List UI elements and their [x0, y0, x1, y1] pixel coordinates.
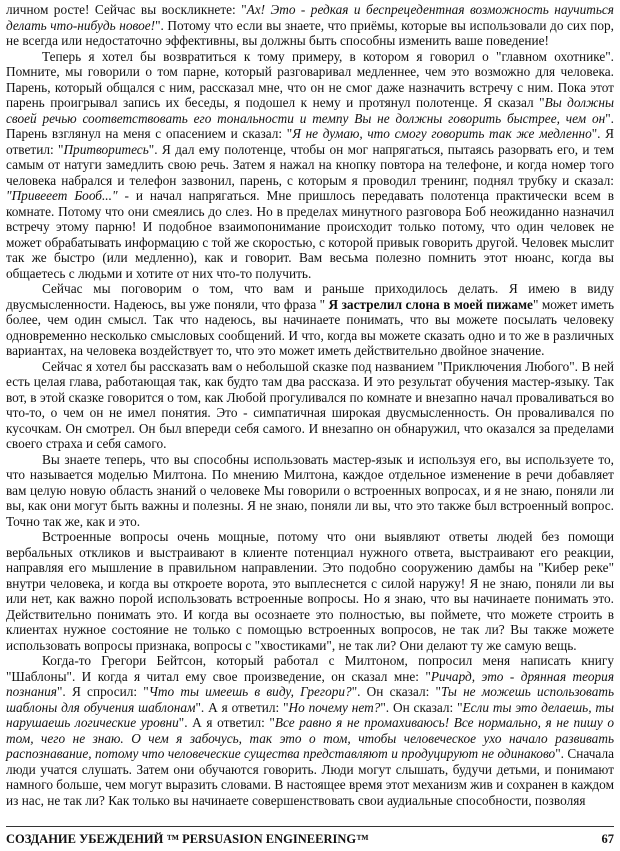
italic-text: Но почему нет? — [288, 699, 381, 715]
italic-text: Ричард, это - дрянная теория познания — [6, 668, 614, 699]
text-run: личном росте! Сейчас вы воскликнете: " — [6, 2, 247, 17]
italic-text: Все равно я не промахиваюсь! Все нормально, я не пишу о том, чего не знаю. О чем я забочусь, так это о том, чтобы человеческое ухо начало развивать распознавание, потому что человеческие существа представляют и продуцируют не одинаково — [6, 715, 614, 761]
italic-text: Я не думаю, что смогу говорить так же медленно — [292, 126, 592, 141]
text-run: ". Потому что если вы знаете, что приёмы, которые вы использовали до сих пор, не всегда или недостаточно эффективны, вы должны быть способны изменить ваше поведение! — [6, 17, 614, 48]
text-run: Вы знаете теперь, что вы способны использовать мастер-язык и используя его, вы используете то, что называется моделью Милтона. По мнению Милтона, каждое отдельное изменение в речи добавляет вам целую новую область знаний о человеке Мы говорили о встроенных вопросах, и я не знаю, поняли ли вы, как они могут быть важны и полезны. Я не знаю, поняли ли вы, что это также был встроенный вопрос. Точно так же, как и это. — [6, 451, 614, 529]
bold-text: Я застрелил слона в моей пижаме — [328, 296, 533, 312]
text-run: ". Он сказал: " — [351, 684, 441, 699]
text-run: - и начал напрягаться. Мне пришлось передавать полотенца практически всем в комнате. Потому что они смеялись до слез. Но в пределах минутного разговора Боб неожиданно назначил встречу этому парню! И подобное взаимопонимание происходит только потому, что один человек не может обрабатывать информацию с той же скоростью, с которой привык говорить другой. Человек мыслит так же быстро (или медленно), как и говорит. Вам весьма полезно помнить этот нюанс, когда вы общаетесь с людьми и хотите от них что-то получить. — [6, 188, 614, 281]
text-run: Теперь я хотел бы возвратиться к тому примеру, в котором я говорил о "главном охотнике". Помните, мы говорили о том парне, который разговаривал медленнее, чем это возможно для человека. Парень, который общался с ним, рассказал мне, что он не смог даже назначить встречу с ним. Пока этот парень проигрывал запись их беседы, я подошел к нему и протянул полотенце. Я сказал " — [6, 48, 614, 110]
italic-text: Что ты имеешь в виду, Грегори? — [148, 684, 352, 699]
text-run: Сейчас я хотел бы рассказать вам о небольшой сказке под названием "Приключения Любого". В ней есть целая глава, работающая так, как будто там два рассказа. И это результат обучения мастер-языку. Так вот, в этой сказке говорится о том, как Любой прогуливался по комнате и внезапно начал проваливаться во что-то, о чем он не имел понятия. Это - симпатичная широкая двусмысленность. Он проваливался по кусочкам. Он смотрел. Он был впереди себя самого. И внезапно он обнаружил, что оказался за пределами своего страха и себя самого. — [6, 358, 614, 451]
text-run: ". Я спросил: " — [56, 684, 149, 699]
text-run: ". Он сказал: " — [380, 699, 463, 715]
italic-text: Ты не можешь использовать шаблоны для обучения шаблонам — [6, 684, 615, 715]
italic-text: Вы должны своей речью соответствовать его тональности и темпу Вы не должны говорить быстрее, чем он — [6, 95, 614, 126]
italic-text: Притворитесь — [63, 141, 149, 157]
page-number: 67 — [601, 832, 614, 846]
paragraph — [6, 49, 614, 282]
italic-text: Ах! Это - редкая и беспрецедентная возможность научиться делать что-нибудь новое! — [6, 2, 614, 33]
text-run: ". Я дал ему полотенце, чтобы он мог напрягаться, пытаясь разорвать его, и тем самым от натуги замедлить свою речь. Затем я нажал на кнопку повтора на телефоне, и когда номер того человека набрался и телефон зазвонил, парень, с которым я проводил тренинг, поднял трубку и сказал: — [6, 141, 614, 188]
italic-text: Если ты это делаешь, ты нарушаешь логические уровни — [6, 699, 614, 730]
text-run: ". Сначала люди учатся слушать. Затем они обучаются говорить. Люди могут слышать, будучи детьми, и понимают намного больше, чем могут выразить словами. В настоящее время этот механизм жив и сохранен в каждом из нас, не так ли? Как только вы начинаете совершенствовать свои аудиальные способности, позволяя — [6, 746, 614, 808]
footer-title: СОЗДАНИЕ УБЕЖДЕНИЙ ™ PERSUASION ENGINEERING™ — [6, 832, 369, 846]
page-footer — [6, 826, 614, 847]
text-run: ". А я ответил: " — [178, 715, 275, 730]
text-run: Встроенные вопросы очень мощные, потому что они выявляют ответы людей без помощи вербальных откликов и выстраивают в клиенте потенциал нужного ответа, выстраивают его реакции, направляя его мышление в правильном направлении. Это подобно сооружению дамбы на "Кибер реке" внутри человека, и когда вы откроете ворота, это выплеснется с силой наружу! Я не знаю, поняли ли вы или нет, как важно порой использовать встроенные вопросы. Но я знаю, что вы начинаете понимать это. Действительно понимать это. И когда вы осознаете это полностью, вы поймете, что можете строить в клиентах нужное состояние не только с помощью встроенных вопросов, не так ли? Вы также можете использовать вопросы признака, вопросы с "хвостиками", не так ли? Они делают ту же самую вещь. — [6, 529, 614, 653]
paragraph — [6, 529, 614, 653]
paragraph — [6, 281, 614, 359]
paragraph — [6, 653, 614, 808]
text-run: ". А я ответил: " — [195, 699, 289, 715]
text-run: Когда-то Грегори Бейтсон, который работал с Милтоном, попросил меня написать книгу "Шаблоны". И когда я читал ему свое произведение, он сказал мне: " — [6, 653, 614, 684]
text-run: Сейчас мы поговорим о том, что вам и раньше приходилось делать. Я имею в виду двусмысленности. Надеюсь, вы уже поняли, что фраза " — [6, 281, 614, 312]
italic-text: "Привееет Бооб..." — [6, 188, 118, 203]
page-body — [6, 2, 614, 808]
paragraph — [6, 359, 614, 452]
paragraph — [6, 452, 614, 530]
text-run: ". Я ответил: " — [6, 126, 615, 157]
text-run: ". Парень взглянул на меня с опасением и сказал: " — [6, 110, 614, 141]
paragraph — [6, 2, 614, 49]
text-run: " может иметь более, чем один смысл. Так что надеюсь, вы начинаете понимать, что вы можете посылать человеку одновременно несколько смысловых сообщений. И что, когда вы можете сказать одно и то же в различных вариантах, на человека воздействует то, что это может иметь действительно двойное значение. — [6, 296, 615, 358]
